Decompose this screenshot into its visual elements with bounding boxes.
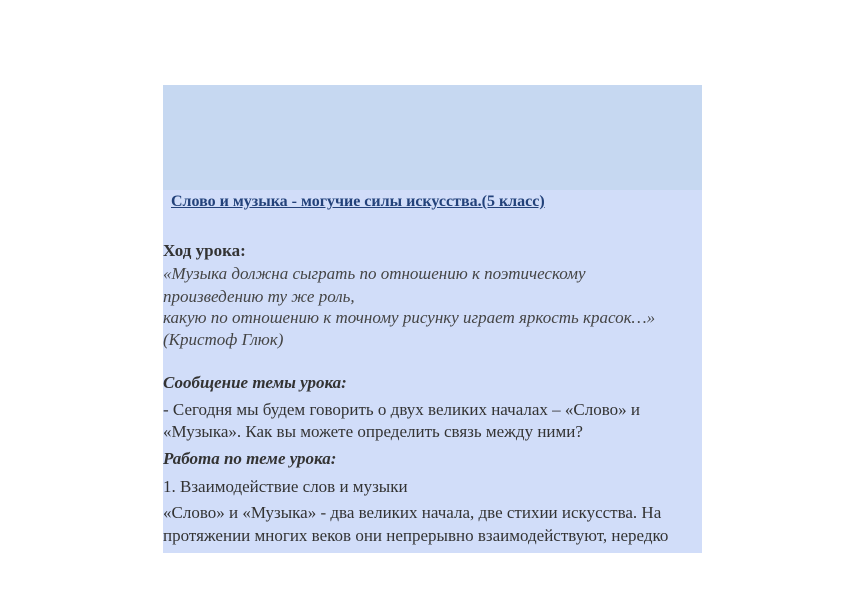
topic-line: «Музыка». Как вы можете определить связь между ними?: [163, 422, 583, 441]
quote-line: «Музыка должна сыграть по отношению к поэтическому: [163, 264, 586, 283]
quote-line: произведению ту же роль,: [163, 287, 355, 306]
header-band: [163, 85, 702, 190]
document-title: Слово и музыка - могучие силы искусства.(5 класс): [171, 193, 545, 210]
body-line: «Слово» и «Музыка» - два великих начала, две стихии искусства. На: [163, 503, 662, 522]
quote-line: какую по отношению к точному рисунку играет яркость красок…»: [163, 308, 656, 327]
quote-author: (Кристоф Глюк): [163, 330, 284, 349]
heading-work: Работа по теме урока:: [163, 449, 337, 468]
point-1: 1. Взаимодействие слов и музыки: [163, 477, 408, 496]
heading-topic: Сообщение темы урока:: [163, 373, 347, 392]
heading-lesson: Ход урока:: [163, 241, 246, 260]
topic-line: - Сегодня мы будем говорить о двух великих началах – «Слово» и: [163, 400, 641, 419]
document-page: [163, 85, 702, 553]
body-line: протяжении многих веков они непрерывно взаимодействуют, нередко: [163, 526, 669, 545]
